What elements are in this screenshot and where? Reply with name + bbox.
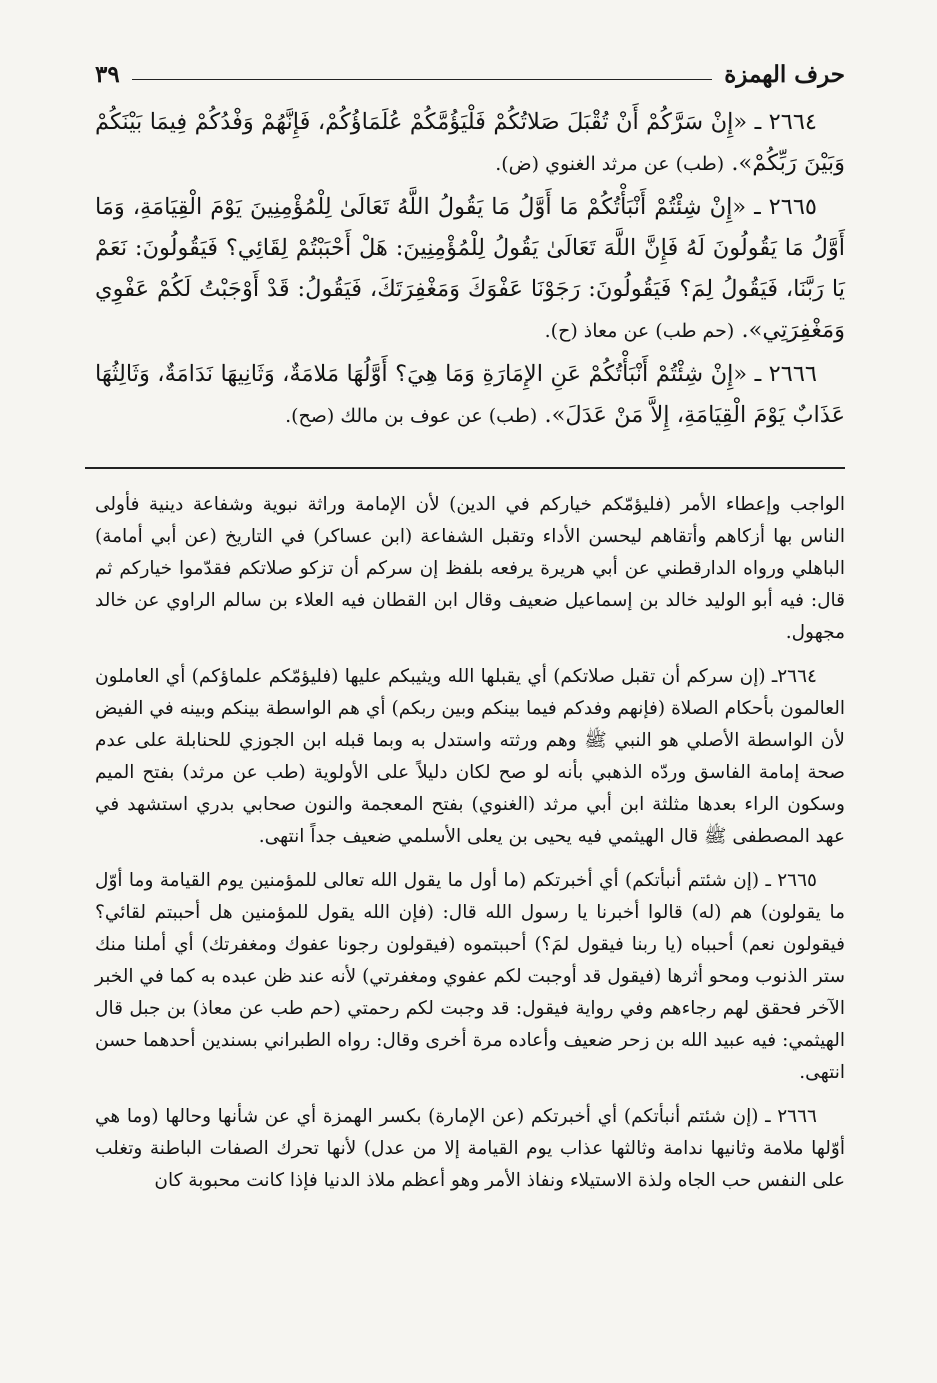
commentary-section <box>95 489 845 1197</box>
page-number: ٣٩ <box>95 61 120 88</box>
hadith-section <box>95 102 845 437</box>
section-divider <box>85 467 845 469</box>
hadith-source: (طب) عن عوف بن مالك (صح). <box>285 405 538 427</box>
hadith-text: ٢٦٦٤ ـ «إِنْ سَرَّكُمْ أَنْ تُقْبَلَ صَلاتُكُمْ فَلْيَؤُمَّكُمْ عُلَمَاؤُكُمْ، فَإِنَّهُمْ وَفْدُكُمْ فِيمَا بَيْنَكُمْ وَبَيْنَ رَبِّكُمْ». <box>95 109 845 176</box>
hadith-source: (طب) عن مرثد الغنوي (ض). <box>495 153 725 175</box>
commentary-2665: ٢٦٦٥ ـ (إن شئتم أنبأتكم) أي أخبرتكم (ما أول ما يقول الله تعالى للمؤمنين يوم القيامة وما أوّل ما يقولون) هم (له) قالوا أخبرنا يا رسول الله قال: (فإن الله يقول للمؤمنين هل أحببتم لقائي؟ فيقولون نعم) أحبباه (يا ربنا فيقول لمَ؟) أحببتموه (فيقولون رجونا عفوك ومغفرتك) أي أملنا منك ستر الذنوب ومحو أثرها (فيقول قد أوجبت لكم عفوي ومغفرتي) لأنه عند ظن عبده به كما في الخبر الآخر فحقق لهم رجاءهم وفي رواية فيقول: قد وجبت لكم رحمتي (حم طب عن معاذ) بن جبل قال الهيثمي: فيه عبيد الله بن زحر ضعيف وأعاده مرة أخرى وقال: رواه الطبراني بسندين أحدهما حسن انتهى. <box>95 870 845 1083</box>
commentary-2666: ٢٦٦٦ ـ (إن شئتم أنبأتكم) أي أخبرتكم (عن الإمارة) بكسر الهمزة أي عن شأنها وحالها (وما هي أوّلها ملامة وثانيها ندامة وثالثها عذاب يوم القيامة إلا من عدل) لأنها تحرك الصفات الباطنة وتغلب على النفس حب الجاه ولذة الاستيلاء ونفاذ الأمر وهو أعظم ملاذ الدنيا فإذا كانت محبوبة كان <box>95 1106 845 1191</box>
hadith-text: ٢٦٦٥ ـ «إِنْ شِئْتُمْ أَنْبَأْتُكُمْ مَا أَوَّلُ مَا يَقُولُ اللَّهُ تَعَالَىٰ لِلْمُؤْمِنِينَ يَوْمَ الْقِيَامَةِ، وَمَا أَوَّلُ مَا يَقُولُونَ لَهُ فَإِنَّ اللَّهَ تَعَالَىٰ يَقُولُ لِلْمُؤْمِنِينَ: هَلْ أَحْبَبْتُمْ لِقَائِي؟ فَيَقُولُونَ: نَعَمْ يَا رَبَّنَا، فَيَقُولُ لِمَ؟ فَيَقُولُونَ: رَجَوْنَا عَفْوَكَ وَمَغْفِرَتَكَ، فَيَقُولُ: قَدْ أَوْجَبْتُ لَكُمْ عَفْوِي وَمَغْفِرَتِي». <box>95 194 845 343</box>
hadith-source: (حم طب) عن معاذ (ح). <box>544 320 735 342</box>
hadith-text: ٢٦٦٦ ـ «إِنْ شِئْتُمْ أَنْبَأْتُكُمْ عَنِ الإِمَارَةِ وَمَا هِيَ؟ أَوَّلُهَا مَلامَةٌ، وَثَانِيهَا نَدَامَةٌ، وَثَالِثُهَا عَذَابٌ يَوْمَ الْقِيَامَةِ، إِلاَّ مَنْ عَدَلَ». <box>95 361 845 428</box>
page-header <box>95 48 845 88</box>
hadith-2664 <box>95 102 845 185</box>
hadith-2666 <box>95 354 845 437</box>
chapter-title: حرف الهمزة <box>724 61 845 88</box>
commentary-intro: الواجب وإعطاء الأمر (فليؤمّكم خياركم في الدين) لأن الإمامة وراثة نبوية وشفاعة دينية فأولى الناس بها أزكاهم وأتقاهم ليحسن الأداء وتقبل الشفاعة (ابن عساكر) في التاريخ (عن أبي أمامة) الباهلي ورواه الدارقطني عن أبي هريرة يرفعه بلفظ إن سركم أن تزكو صلاتكم فقدّموا خياركم ثم قال: فيه أبو الوليد خالد بن إسماعيل ضعيف وقال ابن القطان فيه العلاء بن سالم الراوي عن خالد مجهول. <box>95 494 845 643</box>
commentary-2664: ٢٦٦٤ـ (إن سركم أن تقبل صلاتكم) أي يقبلها الله ويثيبكم عليها (فليؤمّكم علماؤكم) أي العاملون العالمون بأحكام الصلاة (فإنهم وفدكم فيما بينكم وبين ربكم) أي هم الواسطة بينكم وبينه في الفيض لأن الواسطة الأصلي هو النبي ﷺ وهم ورثته واستدل به وبما قبله ابن الجوزي للحنابلة على عدم صحة إمامة الفاسق وردّه الذهبي بأنه لو صح لكان دليلاً على الأولوية (طب عن مرثد) بفتح الميم وسكون الراء بعدها مثلثة ابن أبي مرثد (الغنوي) بفتح المعجمة والنون صحابي بدري استشهد في عهد المصطفى ﷺ قال الهيثمي فيه يحيى بن يعلى الأسلمي ضعيف جداً انتهى. <box>95 666 845 847</box>
header-rule <box>132 79 712 80</box>
hadith-2665 <box>95 187 845 352</box>
